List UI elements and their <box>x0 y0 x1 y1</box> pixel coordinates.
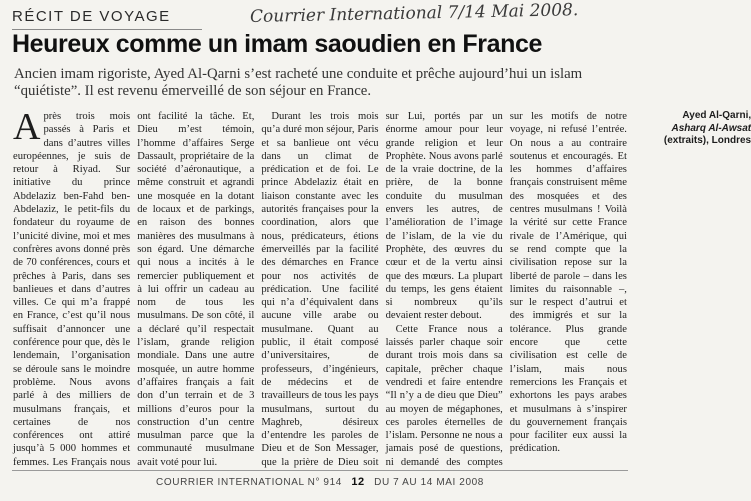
section-rubric: RÉCIT DE VOYAGE <box>12 8 171 25</box>
source-name: Asharq Al-Awsat <box>671 122 751 134</box>
article-title: Heureux comme un imam saoudien en France <box>12 30 542 58</box>
article-signature <box>634 110 751 148</box>
source-detail: (extraits), Londres <box>663 135 751 146</box>
footer-publication: COURRIER INTERNATIONAL N° 914 <box>156 477 342 488</box>
footer-divider <box>12 470 628 471</box>
author-name: Ayed Al-Qarni, <box>682 110 751 121</box>
paragraph-text: près trois mois passés à Paris et dans d’autres villes européennes, je suis de retour à Riyad. Sur initiative du prince Abdelaziz ben-Fahd ben-Abdelaziz, le petit-fils du fondateur du royaume de l’unicité divine, moi et mes confrères avons donné près de 70 conférences, cours et prêches à Paris, dans ses banlieues et dans d’autres villes. Ce qui m’a frappé en France, c’est qu’il nous suffisait d’annoncer une conférence pour que, dès le lendemain, l’organisation se déroule sans le moindre problème. Nous avons parlé à des milliers de musulmans français, et certaines de nos conférences ont attiré jusqu’à 5 000 hommes et femmes. Les Français nous ont facilité la tâche. Et, Dieu m’est témoin, l’homme d’affaires Serge Dassault, propriétaire de la société d’aéronautique, a même construit et agrandi une mosquée en la dotant de locaux et de parkings, en raison des bonnes manières des musulmans à son égard. Une démarche qui nous a incités à le remercier publiquement et à lui offrir un cadeau au nom de tous les musulmans. De son côté, il a déclaré qu’il respectait l’islam, grande religion mondiale. Dans une autre mosquée, un autre homme d’affaires français a fait don d’un terrain et de 3 millions d’euros pour la construction d’un centre musulman parce que la communauté musulmane avait voté pour lui. <box>13 111 255 468</box>
page-number: 12 <box>351 476 365 488</box>
handwritten-annotation: Courrier International 7/14 Mai 2008. <box>249 0 579 28</box>
footer-dates: DU 7 AU 14 MAI 2008 <box>374 477 484 488</box>
drop-cap: A <box>13 106 41 148</box>
article-standfirst: Ancien imam rigoriste, Ayed Al-Qarni s’est racheté une conduite et prêche aujourd’hui un islam “quiétiste”. Il est revenu émerveillé de son séjour en France. <box>14 66 583 99</box>
article-paragraph: Cette France nous a laissés parler chaque soir durant trois mois dans sa capitale, prêcher chaque vendredi et faire entendre “Il n’y a de dieu que Dieu” au moyen de mégaphones, ces paroles éternelles de l’islam. Personne ne nous a jamais posé de questions, ni demandé des comptes sur les motifs de notre voyage, ni refusé l’entrée. On nous a au contraire soutenus et encouragés. Et les hommes d’affaires français construisent même des mosquées et des centres musulmans ! Voilà la vérité sur cette France rivale de l’Amérique, qui se rend compte que la civilisation repose sur la liberté de parole – dans les limites du raisonnable –, sur le respect d’autrui et des immigrés et sur la tolérance. Plus grande encore que cette civilisation est celle de l’islam, mais nous remercions les Français et exhortons les pays arabes et musulmans à s’inspirer du gouvernement français pour faciliter eux aussi la prédication. <box>385 111 627 468</box>
article-paragraph: Durant les trois mois qu’a duré mon séjour, Paris et sa banlieue ont vécu dans un climat de prédication et de foi. Le prince Abdelaziz était en liaison constante avec les autorités françaises pour la coordination, alors que nous, prédicateurs, étions émerveillés par la facilité des démarches en France pour nos activités de prédication. Une facilité qui n’a d’équivalent dans aucune ville arabe ou musulmane. Quant au public, il était composé d’universitaires, de professeurs, d’ingénieurs, de médecins et de travailleurs de tous les pays musulmans, surtout du Maghreb, désireux d’entendre les paroles de Dieu et de Son Messager, que la prière de Dieu soit sur Lui, portés par un énorme amour pour leur grande religion et leur Prophète. Nous avons parlé de la vraie doctrine, de la prière, de la bonne conduite du musulman envers les autres, de l’amélioration de l’image de l’islam, de la vie du Prophète, des œuvres du cœur et de la vertu ainsi que des mœurs. La plupart du temps, les gens étaient si nombreux qu’ils devaient rester debout. <box>261 111 503 468</box>
article-body <box>13 106 751 472</box>
article-paragraph <box>13 106 255 472</box>
page-footer <box>0 476 640 488</box>
